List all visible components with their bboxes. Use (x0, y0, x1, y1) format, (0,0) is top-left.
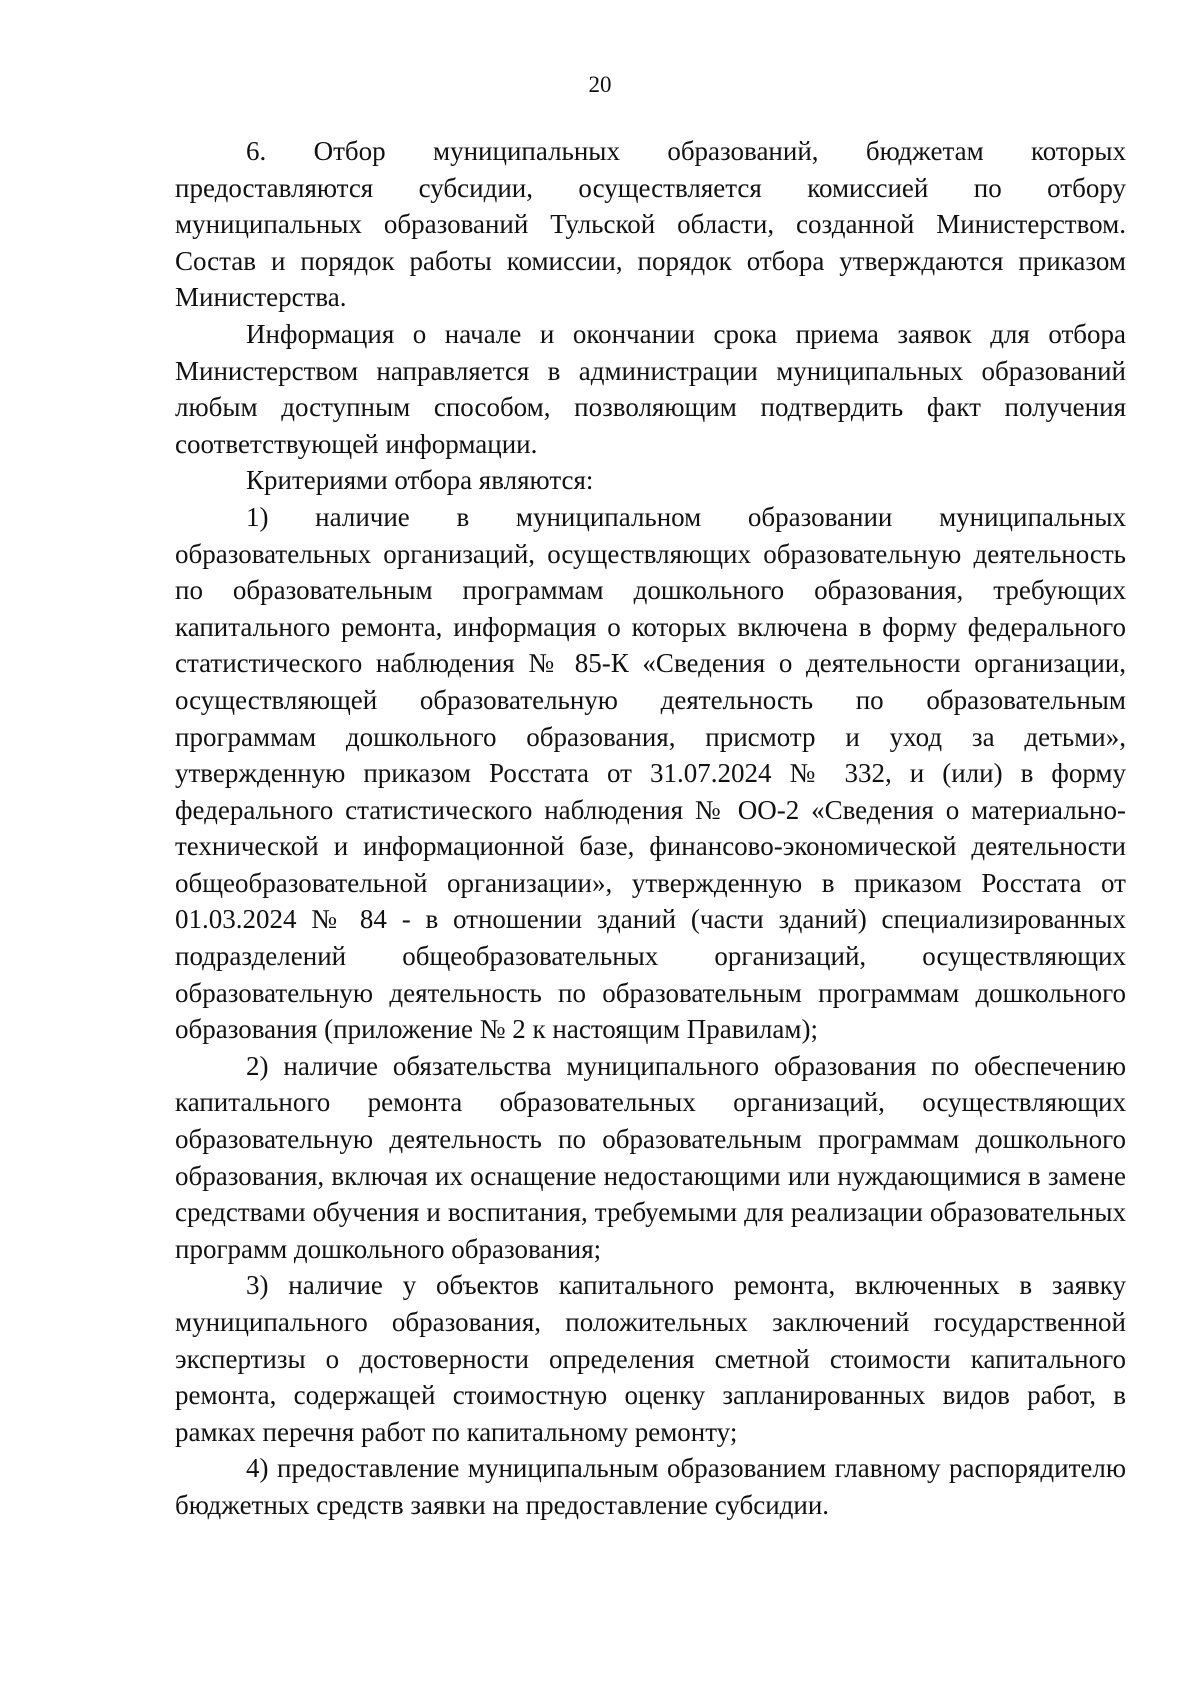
criterion-4: 4) предоставление муниципальным образованием главному распорядителю бюджетных средств заявки на предоставление субсидии. (175, 1453, 1126, 1520)
paragraph-criteria-intro: Критериями отбора являются: (246, 465, 594, 496)
document-body (175, 133, 1126, 1524)
criterion-1: 1) наличие в муниципальном образовании муниципальных образовательных организаций, осуществляющих образовательную деятельность по образовательным программам дошкольного образования, требующих капитального ремонта, информация о которых включена в форму федерального статистического наблюдения № 85-К «Сведения о деятельности организации, осуществляющей образовательную деятельность по образовательным программам дошкольного образования, присмотр и уход за детьми», утвержденную приказом Росстата от 31.07.2024 № 332, и (или) в форму федерального статистического наблюдения № ОО-2 «Сведения о материально-технической и информационной базе, финансово-экономической деятельности общеобразовательной организации», утвержденную в приказом Росстата от 01.03.2024 № 84 - в отношении зданий (части зданий) специализированных подразделений общеобразовательных организаций, осуществляющих образовательную деятельность по образовательным программам дошкольного образования (приложение № 2 к настоящим Правилам); (175, 501, 1126, 1045)
paragraph-selection-commission: 6. Отбор муниципальных образований, бюджетам которых предоставляются субсидии, осуществляется комиссией по отбору муниципальных образований Тульской области, созданной Министерством. Состав и порядок работы комиссии, порядок отбора утверждаются приказом Министерства. (175, 136, 1126, 313)
criterion-2: 2) наличие обязательства муниципального образования по обеспечению капитального ремонта образовательных организаций, осуществляющих образовательную деятельность по образовательным программам дошкольного образования, включая их оснащение недостающими или нуждающимися в замене средствами обучения и воспитания, требуемыми для реализации образовательных программ дошкольного образования; (175, 1050, 1126, 1264)
criterion-3: 3) наличие у объектов капитального ремонта, включенных в заявку муниципального образования, положительных заключений государственной экспертизы о достоверности определения сметной стоимости капитального ремонта, содержащей стоимостную оценку запланированных видов работ, в рамках перечня работ по капитальному ремонту; (175, 1270, 1126, 1447)
page-number: 20 (588, 72, 612, 97)
paragraph-application-info: Информация о начале и окончании срока приема заявок для отбора Министерством направляется в администрации муниципальных образований любым доступным способом, позволяющим подтвердить факт получения соответствующей информации. (175, 318, 1126, 459)
